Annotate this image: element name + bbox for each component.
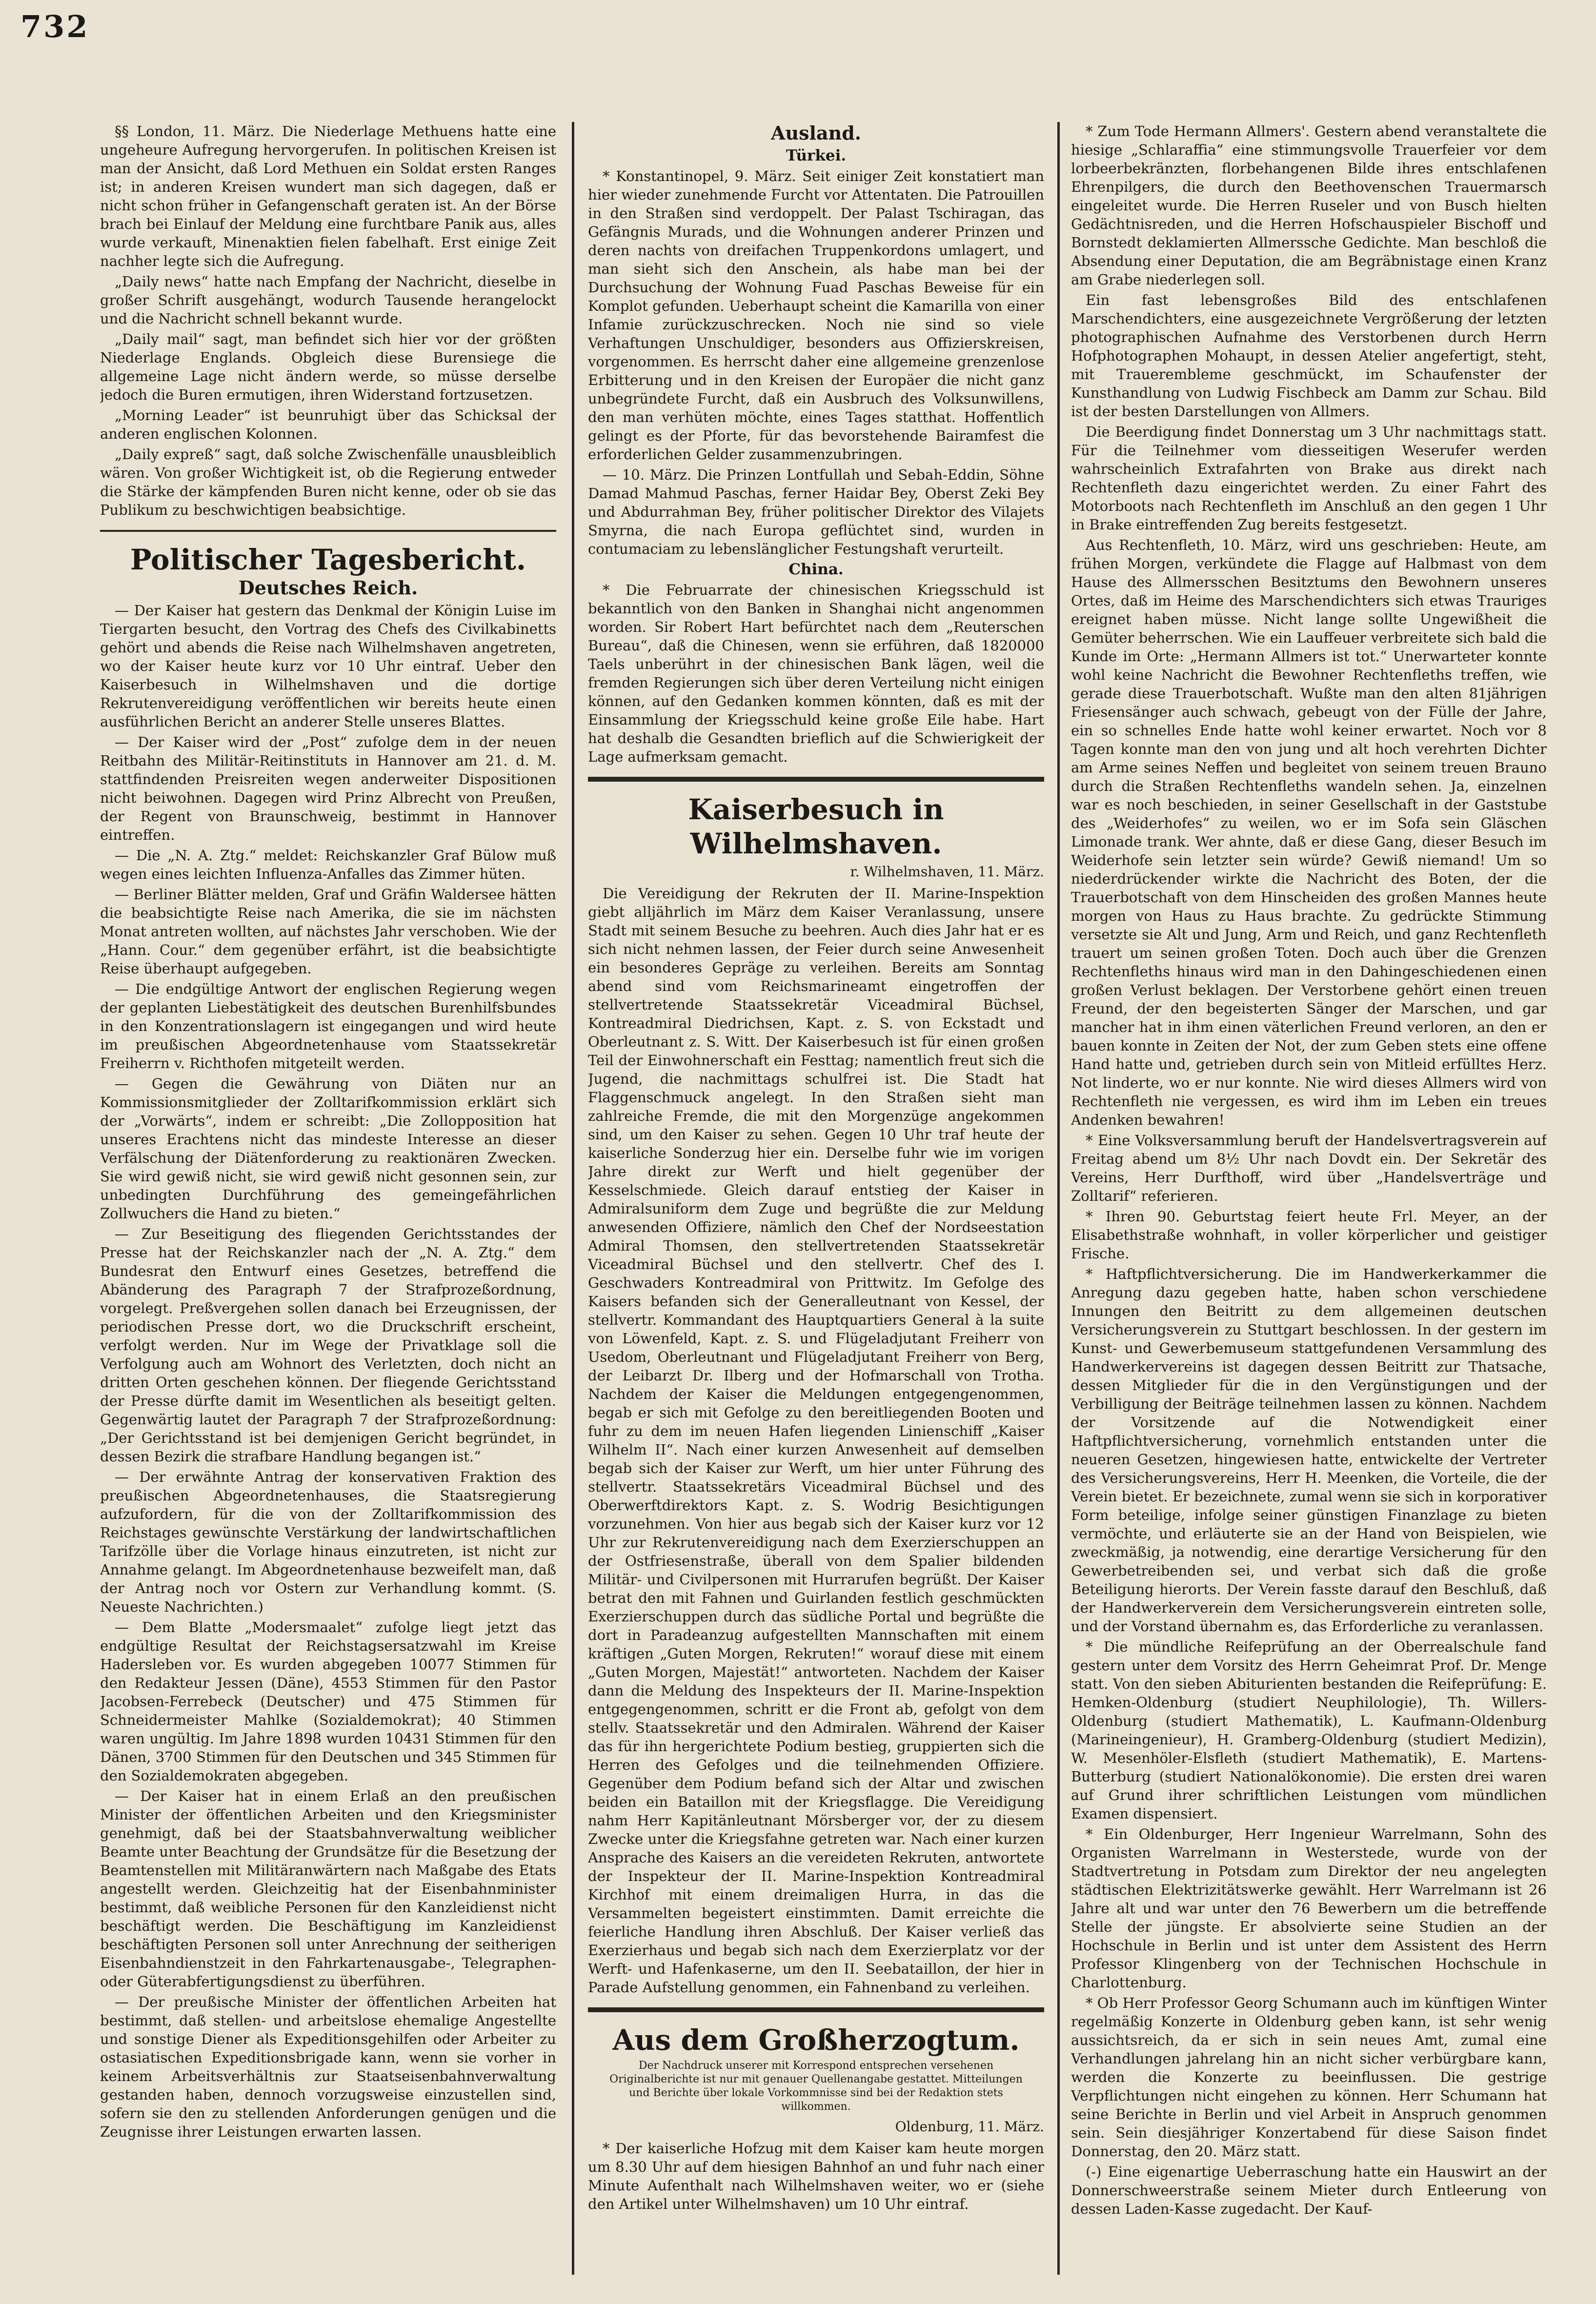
article-paragraph: * Die Februarrate der chinesischen Kriegsschuld ist bekanntlich von den Banken in Shanghai nicht angenommen worden. Sir Robert Hart befürchtet nach dem „Reuterschen Bureau“, daß die Chinesen, wenn sie erführen, daß 1820000 Taels unberührt in der chinesischen Bank lägen, weil die fremden Regierungen sich über deren Verteilung nicht einigen können, auf den Gedanken kommen könnten, daß es mit der Einsammlung der Kriegsschuld keine große Eile habe. Hart hat deshalb die Gesandten brieflich auf die Schwierigkeit der Lage aufmerksam gemacht. bbox=[588, 582, 1044, 765]
section-rule bbox=[588, 2007, 1044, 2012]
section-heading: Ausland. bbox=[771, 122, 861, 144]
article-paragraph: Aus Rechtenfleth, 10. März, wird uns geschrieben: Heute, am frühen Morgen, verkündete die Flagge auf Halbmast von dem Hause des Allmersschen Besitztums den Bewohnern unseres Ortes, daß im Heime des Marschendichters sich etwas Trauriges ereignet haben müsse. Nicht lange sollte Ungewißheit die Gemüter beherrschen. Wie ein Lauffeuer verbreitete sich bald die Kunde im Orte: „Hermann Allmers ist tot.“ Unerwarteter konnte wohl keine Nachricht die Bewohner Rechtenfleths treffen, wie gerade diese Trauerbotschaft. Wußte man den alten 81jährigen Friesensänger auch schwach, gebeugt von der Fülle der Jahre, ein so schnelles Ende hatte wohl keiner erwartet. Noch vor 8 Tagen konnte man den von jung und alt hoch verehrten Dichter am Arme seines Neffen und begleitet von seinem treuen Brauno durch die Straßen Rechtenfleths wandeln sehen. Ja, einzelnen war es noch beschieden, in seiner Gesellschaft in der Gaststube des „Weiderhofes“ zu weilen, wo er im Sofa sein Gläschen Limonade trank. Wer ahnte, daß er diese Gang, dieser Besuch im Weiderhofe sein letzter sein würde? Gewiß niemand! Um so niederdrückender wirkte die Nachricht des Boten, der die Trauerbotschaft von dem Hinscheiden des großen Mannes heute morgen von Haus zu Haus brachte. Zu gedrückte Stimmung versetzte sie Alt und Jung, Arm und Reich, und ganz Rechtenfleth trauert um seinen großen Toten. Doch auch über die Grenzen Rechtenfleths hinaus wird man in den Dahingeschiedenen einen großen Verlust beklagen. Der Verstorbene gehört einen treuen Freund, der den begeisterten Sänger der Marschen, und gar mancher hat in ihm einen väterlichen Freund verloren, an den er bauen konnte in Zeiten der Not, der zum Geben stets eine offene Hand hatte und, getrieben durch sein von Mitleid erfülltes Herz. Not linderte, wo er nur konnte. Nie wird dieses Allmers wird von Rechtenfleth nie vergessen, es wird ihm im Leben ein treues Andenken bewahren! bbox=[1071, 537, 1547, 1128]
article-paragraph: — Die endgültige Antwort der englischen Regierung wegen der geplanten Liebestätigkeit des deutschen Burenhilfsbundes in den Konzentrationslagern ist eingegangen und wird heute im preußischen Abgeordnetenhause vom Staatssekretär Freiherrn v. Richthofen mitgeteilt werden. bbox=[100, 981, 556, 1071]
section-heading: Kaiserbesuch in Wilhelmshaven. bbox=[688, 793, 944, 860]
article-paragraph: — 10. März. Die Prinzen Lontfullah und Sebah-Eddin, Söhne Damad Mahmud Paschas, ferner Haidar Bey, Oberst Zeki Bey und Abdurrahman Bey, früher politischer Direktor des Vilajets Smyrna, die nach Europa geflüchtet sind, wurden in contumaciam zu lebenslänglicher Festungshaft verurteilt. bbox=[588, 466, 1044, 557]
section-heading: Aus dem Großherzogtum. bbox=[612, 2023, 1020, 2057]
article-paragraph: * Haftpflichtversicherung. Die im Handwerkerkammer die Anregung dazu gegeben hatte, haben schon verschiedene Innungen den Beitritt zu dem allgemeinen deutschen Versicherungsverein zu Stuttgart beschlossen. In der gestern im Kunst- und Gewerbemuseum stattgefundenen Versammlung des Handwerkervereins ist dagegen dessen Beitritt zur Thatsache, dessen Mitglieder für die in den Vergünstigungen und der Verbilligung der Beiträge teilnehmen lassen zu können. Nachdem der Vorsitzende auf die Notwendigkeit einer Haftpflichtversicherung, vornehmlich entstanden unter die neueren Gesetzen, hingewiesen hatte, entwickelte der Vertreter des Versicherungsvereins, Herr H. Meenken, die Vorteile, die der Verein bietet. Er bezeichnete, zumal wenn sie sich in korporativer Form beteilige, infolge seiner günstigen Finanzlage zu bieten vermöchte, und erläuterte sie an der Hand von Beispielen, wie zweckmäßig, ja notwendig, eine derartige Versicherung für den Gewerbetreibenden sei, und verbat sich daß die große Beteiligung hierorts. Der Verein fasste darauf den Beschluß, daß der Handwerkerverein dem Versicherungsverein eintreten solle, und der Vorstand übernahm es, das Erforderliche zu veranlassen. bbox=[1071, 1266, 1547, 1635]
article-paragraph: Die Beerdigung findet Donnerstag um 3 Uhr nachmittags statt. Für die Teilnehmer vom diesseitigen Weserufer werden wahrscheinlich Extrafahrten von Brake aus direkt nach Rechtenfleth dazu eingerichtet werden. Zu einer Fahrt des Motorboots nach Rechtenfleth im Anschluß an den gegen 1 Uhr in Brake eintreffenden Zug bereits festgesetzt. bbox=[1071, 424, 1547, 533]
article-paragraph: — Der preußische Minister der öffentlichen Arbeiten hat bestimmt, daß stellen- und arbeitslose ehemalige Angestellte und sonstige Diener als Expeditionsgehilfen oder Arbeiter zu ostasiatischen Expeditionsbrigade kann, wenn sie vorher in keinem Arbeitsverhältnis zur Staatseisenbahnverwaltung gestanden haben, dennoch vorzugsweise einzustellen sind, sofern sie den zu stellenden Anforderungen genügen und die Zeugnisse ihrer Leistungen erwarten lassen. bbox=[100, 1994, 556, 2140]
reprint-note: Der Nachdruck unserer mit Korrespond entsprechen versehenen Originalberichte ist nur mit genauer Quellenangabe gestattet. Mitteilungen und Berichte über lokale Vorkommnisse sind bei der Redaktion stets willkommen. bbox=[609, 2060, 1023, 2113]
article-paragraph: (-) Eine eigenartige Ueberraschung hatte ein Hauswirt an der Donnerschweerstraße seinem Mieter durch Entleerung von dessen Laden-Kasse zugedacht. Der Kauf- bbox=[1071, 2163, 1547, 2217]
column-1 bbox=[100, 122, 556, 2284]
article-paragraph: Ein fast lebensgroßes Bild des entschlafenen Marschendichters, eine ausgezeichnete Vergrößerung der letzten photographischen Aufnahme des Verstorbenen durch Herrn Hofphotographen Mohaupt, in dessen Atelier angefertigt, steht, mit Trauerembleme geschmückt, im Schaufenster der Kunsthandlung von Ludwig Fischbeck am Damm zur Schau. Bild ist der besten Darstellungen von Allmers. bbox=[1071, 292, 1547, 420]
section-heading: Politischer Tagesbericht. bbox=[130, 543, 526, 576]
article-paragraph: Die Vereidigung der Rekruten der II. Marine-Inspektion giebt alljährlich im März dem Kaiser Veranlassung, unsere Stadt mit seinem Besuche zu beehren. Auch dies Jahr hat er es sich nicht nehmen lassen, der Feier durch seine Anwesenheit ein besonderes Gepräge zu verleihen. Bereits am Sonntag abend sind vom Reichsmarineamt eingetroffen der stellvertretende Staatssekretär Viceadmiral Büchsel, Kontreadmiral Diedrichsen, Kapt. z. S. von Eckstadt und Oberleutnant z. S. Witt. Der Kaiserbesuch ist für einen großen Teil der Einwohnerschaft ein Festtag; namentlich freut sich die Jugend, die nachmittags schulfrei ist. Die Stadt hat Flaggenschmuck angelegt. In den Straßen sieht man zahlreiche Fremde, die mit den Morgenzüge angekommen sind, um den Kaiser zu sehen. Gegen 10 Uhr traf heute der kaiserliche Sonderzug hier ein. Derselbe fuhr wie im vorigen Jahre direkt zur Werft und hielt gegenüber der Kesselschmiede. Gleich darauf entstieg der Kaiser in Admiralsuniform dem Zuge und begrüßte die zur Meldung anwesenden Offiziere, nämlich den Chef der Nordseestation Admiral Thomsen, den stellvertretenden Staatssekretär Viceadmiral Büchsel und den stellvertr. Chef des I. Geschwaders Kontreadmiral von Prittwitz. Im Gefolge des Kaisers befanden sich der Generalleutnant von Kessel, der stellvertr. Kommandant des Hauptquartiers General à la suite von Löwenfeld, Kapt. z. S. und Flügeladjutant Freiherr von Usedom, Oberleutnant und Flügeladjutant Freiherr von Berg, der Leibarzt Dr. Ilberg und der Hofmarschall von Trotha. Nachdem der Kaiser die Meldungen entgegengenommen, begab er sich mit Gefolge zu den bereitliegenden Booten und fuhr zu dem im neuen Hafen liegenden Linienschiff „Kaiser Wilhelm II“. Nach einer kurzen Anwesenheit auf demselben begab sich der Kaiser zur Werft, um hier unter Führung des stellvertr. Staatssekretärs Viceadmiral Büchsel und des Oberwerftdirektors Kapt. z. S. Wodrig Besichtigungen vorzunehmen. Von hier aus begab sich der Kaiser kurz vor 12 Uhr zur Rekrutenvereidigung nach dem Exerzierschuppen an der Ostfriesenstraße, überall von dem Spalier bildenden Militär- und Civilpersonen mit Hurrarufen begrüßt. Der Kaiser betrat den mit Fahnen und Guirlanden festlich geschmückten Exerzierschuppen durch das südliche Portal und begrüßte die dort in Paradeanzug aufgestellten Mannschaften mit einem kräftigen „Guten Morgen, Rekruten!“ worauf diese mit einem „Guten Morgen, Majestät!“ antworteten. Nachdem der Kaiser dann die Meldung des Inspekteurs der II. Marine-Inspektion entgegengenommen, schritt er die Front ab, gefolgt von dem stellv. Staatssekretär und den Admiralen. Während der Kaiser das für ihn hergerichtete Podium bestieg, gruppierten sich die Herren des Gefolges und die teilnehmenden Offiziere. Gegenüber dem Podium befand sich der Altar und zwischen beiden ein Bataillon mit der Kriegsflagge. Die Vereidigung nahm Herr Kapitänleutnant Mörsberger vor, der zu diesem Zwecke unter die Kriegsfahne getreten war. Nach einer kurzen Ansprache des Kaisers an die vereideten Rekruten, antwortete der Inspekteur der II. Marine-Inspektion Kontreadmiral Kirchhof mit einem dreimaligen Hurra, in das die Versammelten begeistert einstimmten. Damit erreichte die feierliche Handlung ihren Abschluß. Der Kaiser verließ das Exerzierhaus und begab sich nach dem Exerzierplatz vor der Werft- und Hafenkaserne, um den II. Seebataillon, der hier in Parade Aufstellung genommen, ein Fahnenband zu verleihen. bbox=[588, 885, 1044, 1996]
column-divider bbox=[572, 122, 574, 2275]
column-divider bbox=[1057, 122, 1060, 2275]
article-paragraph: §§ London, 11. März. Die Niederlage Methuens hatte eine ungeheure Aufregung hervorgerufen. In politischen Kreisen ist man der Ansicht, daß Lord Methuen ein Soldat ersten Ranges ist; in anderen Kreisen wundert man sich dagegen, daß er nicht schon früher in Gefangenschaft geraten ist. An der Börse brach bei Einlauf der Meldung eine furchtbare Panik aus, alles wurde verkauft, Minenaktien fielen fabelhaft. Erst einige Zeit nachher legte sich die Aufregung. bbox=[100, 123, 556, 269]
section-subheading: China. bbox=[788, 561, 844, 578]
article-paragraph: * Konstantinopel, 9. März. Seit einiger Zeit konstatiert man hier wieder zunehmende Furcht vor Attentaten. Die Patrouillen in den Straßen sind verdoppelt. Der Palast Tschiragan, das Gefängnis Murads, und die Wohnungen anderer Prinzen und deren nachts von dreifachen Truppenkordons umlagert, und man sieht sich den Anschein, als habe man bei der Durchsuchung der Wohnung Fuad Paschas Beweise für ein Komplot gefunden. Ueberhaupt scheint die Kamarilla von einer Infamie zurückzuschrecken. Noch nie sind so viele Verhaftungen Unschuldiger, besonders aus Offizierskreisen, vorgenommen. Es herrscht daher eine allgemeine grenzenlose Erbitterung und in den Kreisen der Europäer die nicht ganz unbegründete Furcht, daß ein Ausbruch des Volksunwillens, den man verhüten möchte, eines Tages statthat. Hoffentlich gelingt es der Pforte, für das bevorstehende Bairamfest die erforderlichen Gelder zusammenzubringen. bbox=[588, 168, 1044, 463]
article-paragraph: „Morning Leader“ ist beunruhigt über das Schicksal der anderen englischen Kolonnen. bbox=[100, 407, 556, 442]
article-paragraph: * Ob Herr Professor Georg Schumann auch im künftigen Winter regelmäßig Konzerte in Oldenburg geben kann, ist sehr wenig aussichtsreich, da er sich in sein neues Amt, zumal eine Verhandlungen jahrelang hin an nicht sicher verbürgbare kann, werden die Konzerte zu beeinflussen. Die gestrige Verpflichtungen nicht eingehen zu können. Herr Schumann hat seine Berichte in Berlin und viel Arbeit in Anspruch genommen sein. Sein diesjähriger Konzertabend für diese Saison findet Donnerstag, den 20. März statt. bbox=[1071, 1995, 1547, 2160]
article-paragraph: „Daily expreß“ sagt, daß solche Zwischenfälle unausbleiblich wären. Von großer Wichtigkeit ist, ob die Regierung entweder die Stärke der kämpfenden Buren nicht kenne, oder ob sie das Publikum zu beschwichtigen beabsichtige. bbox=[100, 446, 556, 518]
section-subheading: Deutsches Reich. bbox=[238, 577, 418, 599]
article-paragraph: * Eine Volksversammlung beruft der Handelsvertragsverein auf Freitag abend um 8½ Uhr nach Dovdt ein. Der Sekretär des Vereins, Herr Durfthoff, wird über „Handelsverträge und Zolltarif“ referieren. bbox=[1071, 1132, 1547, 1204]
section-rule bbox=[588, 777, 1044, 782]
column-2 bbox=[588, 122, 1044, 2284]
article-paragraph: — Berliner Blätter melden, Graf und Gräfin Waldersee hätten die beabsichtigte Reise nach Amerika, die sie im nächsten Monat antreten wollten, auf nächstes Jahr verschoben. Wie der „Hann. Cour.“ dem gegenüber erfährt, ist die beabsichtigte Reise überhaupt aufgegeben. bbox=[100, 886, 556, 977]
dateline: Oldenburg, 11. März. bbox=[895, 2119, 1044, 2135]
article-paragraph: * Ein Oldenburger, Herr Ingenieur Warrelmann, Sohn des Organisten Warrelmann in Westerstede, wurde von der Stadtvertretung in Potsdam zum Direktor der neu angelegten städtischen Elektrizitätswerke gewählt. Herr Warrelmann ist 26 Jahre alt und war unter den 76 Bewerbern um die betreffende Stelle der jüngste. Er absolvierte seine Studien an der Hochschule in Berlin und ist unter dem Assistent des Herrn Professor Klingenberg von der Technischen Hochschule in Charlottenburg. bbox=[1071, 1826, 1547, 1991]
article-paragraph: „Daily mail“ sagt, man befindet sich hier vor der größten Niederlage Englands. Obgleich diese Burensiege die allgemeine Lage nicht ändern werde, so müsse derselbe jedoch die Buren ermutigen, ihren Widerstand fortzusetzen. bbox=[100, 331, 556, 403]
article-paragraph: — Die „N. A. Ztg.“ meldet: Reichskanzler Graf Bülow muß wegen eines leichten Influenza-Anfalles das Zimmer hüten. bbox=[100, 847, 556, 882]
article-paragraph: „Daily news“ hatte nach Empfang der Nachricht, dieselbe in großer Schrift ausgehängt, wodurch Tausende herangelockt und die Nachricht schnell bekannt wurde. bbox=[100, 273, 556, 327]
article-paragraph: — Zur Beseitigung des fliegenden Gerichtsstandes der Presse hat der Reichskanzler nach der „N. A. Ztg.“ dem Bundesrat den Entwurf eines Gesetzes, betreffend die Abänderung des Paragraph 7 der Strafprozeßordnung, vorgelegt. Preßvergehen sollen danach bei Erzeugnissen, der periodischen Presse dort, wo die Druckschrift erscheint, verfolgt werden. Nur im Wege der Privatklage soll die Verfolgung auch am Wohnort des Verletzten, doch nicht an dritten Orten geschehen können. Der fliegende Gerichtsstand der Presse dürfte damit im Wesentlichen als beseitigt gelten. Gegenwärtig lautet der Paragraph 7 der Strafprozeßordnung: „Der Gerichtsstand ist bei demjenigen Gericht begründet, in dessen Bezirk die strafbare Handlung begangen ist.“ bbox=[100, 1226, 556, 1465]
section-subheading: Türkei. bbox=[786, 147, 847, 164]
article-paragraph: — Der Kaiser hat in einem Erlaß an den preußischen Minister der öffentlichen Arbeiten und den Kriegsminister genehmigt, daß bei der Staatsbahnverwaltung weiblicher Beamte unter Beachtung der Grundsätze für die Besetzung der Beamtenstellen mit Militäranwärtern nach Maßgabe des Etats angestellt werden. Gleichzeitig hat der Eisenbahnminister bestimmt, daß weibliche Personen für den Kanzleidienst nicht beschäftigt werden. Die Beschäftigung im Kanzleidienst beschäftigten Personen soll unter Anrechnung der seitherigen Eisenbahndienstzeit in den Fahrkartenausgabe-, Telegraphen- oder Güterabfertigungsdienst zu überführen. bbox=[100, 1788, 556, 1990]
page-number: 732 bbox=[20, 9, 90, 44]
article-paragraph: — Der Kaiser hat gestern das Denkmal der Königin Luise im Tiergarten besucht, den Vortrag des Chefs des Civilkabinetts gehört und abends die Reise nach Wilhelmshaven angetreten, wo der Kaiser heute kurz vor 10 Uhr eintraf. Ueber den Kaiserbesuch in Wilhelmshaven und die dortige Rekrutenvereidigung veröffentlichen wir bereits heute einen ausführlichen Bericht an anderer Stelle unseres Blattes. bbox=[100, 602, 556, 730]
article-paragraph: * Die mündliche Reifeprüfung an der Oberrealschule fand gestern unter dem Vorsitz des Herrn Geheimrat Prof. Dr. Menge statt. Von den sieben Abiturienten bestanden die Reifeprüfung: E. Hemken-Oldenburg (studiert Neuphilologie), Th. Willers-Oldenburg (studiert Mathematik), L. Kaufmann-Oldenburg (Marineingenieur), H. Gramberg-Oldenburg (studiert Medizin), W. Mesenhöler-Elsfleth (studiert Mathematik), E. Martens-Butterburg (studiert Nationalökonomie). Die ersten drei waren auf Grund ihrer schriftlichen Leistungen vom mündlichen Examen dispensiert. bbox=[1071, 1638, 1547, 1822]
column-3 bbox=[1071, 122, 1547, 2284]
article-paragraph: — Der erwähnte Antrag der konservativen Fraktion des preußischen Abgeordnetenhauses, die Staatsregierung aufzufordern, für die von der Zolltarifkommission des Reichstages gewünschte Verstärkung der landwirtschaftlichen Tarifzölle über die Vorlage hinaus einzutreten, ist nicht zur Annahme gelangt. Im Abgeordnetenhause bezweifelt man, daß der Antrag noch vor Ostern zur Verhandlung kommt. (S. Neueste Nachrichten.) bbox=[100, 1469, 556, 1615]
article-paragraph: — Gegen die Gewährung von Diäten nur an Kommissionsmitglieder der Zolltarifkommission erklärt sich der „Vorwärts“, indem er schreibt: „Die Zollopposition hat unseres Erachtens nicht das mindeste Interesse an dieser Verfälschung der Diätenforderung zu reaktionären Zwecken. Sie wird gewiß nicht, sie wird gewiß nicht gesonnen sein, zur unbedingten Durchführung des gemeingefährlichen Zollwuchers die Hand zu bieten.“ bbox=[100, 1075, 556, 1222]
article-paragraph: * Ihren 90. Geburtstag feiert heute Frl. Meyer, an der Elisabethstraße wohnhaft, in voller körperlicher und geistiger Frische. bbox=[1071, 1208, 1547, 1262]
article-paragraph: * Der kaiserliche Hofzug mit dem Kaiser kam heute morgen um 8.30 Uhr auf dem hiesigen Bahnhof an und fuhr nach einer Minute Aufenthalt nach Wilhelmshaven weiter, wo er (siehe den Artikel unter Wilhelmshaven) um 10 Uhr eintraf. bbox=[588, 2140, 1044, 2212]
article-paragraph: — Dem Blatte „Modersmaalet“ zufolge liegt jetzt das endgültige Resultat der Reichstagsersatzwahl im Kreise Hadersleben vor. Es wurden abgegeben 10077 Stimmen für den Redakteur Jessen (Däne), 4553 Stimmen für den Pastor Jacobsen-Ferrebeck (Deutscher) und 475 Stimmen für Schneidermeister Mahlke (Sozialdemokrat); 40 Stimmen waren ungültig. Im Jahre 1898 wurden 10431 Stimmen für den Dänen, 3700 Stimmen für den Deutschen und 345 Stimmen für den Sozialdemokraten abgegeben. bbox=[100, 1619, 556, 1784]
article-paragraph: — Der Kaiser wird der „Post“ zufolge dem in der neuen Reitbahn des Militär-Reitinstituts in Hannover am 21. d. M. stattfindenden Preisreiten wegen anderweiter Dispositionen nicht beiwohnen. Dagegen wird Prinz Albrecht von Preußen, der Regent von Braunschweig, bestimmt in Hannover eintreffen. bbox=[100, 734, 556, 843]
article-paragraph: * Zum Tode Hermann Allmers'. Gestern abend veranstaltete die hiesige „Schlaraffia“ eine stimmungsvolle Trauerfeier vor dem lorbeerbekränzten, florbehangenen Bilde ihres entschlafenen Ehrenpilgers, die durch den Beethovenschen Trauermarsch eingeleitet wurde. Die Herren Ruseler und von Busch hielten Gedächtnisreden, und die Herren Hofschauspieler Bischoff und Bornstedt deklamierten Allmerssche Gedichte. Man beschloß die Absendung einer Deputation, die am Begräbnistage einen Kranz am Grabe niederlegen soll. bbox=[1071, 123, 1547, 288]
dateline: r. Wilhelmshaven, 11. März. bbox=[850, 864, 1044, 880]
section-rule bbox=[100, 530, 556, 532]
